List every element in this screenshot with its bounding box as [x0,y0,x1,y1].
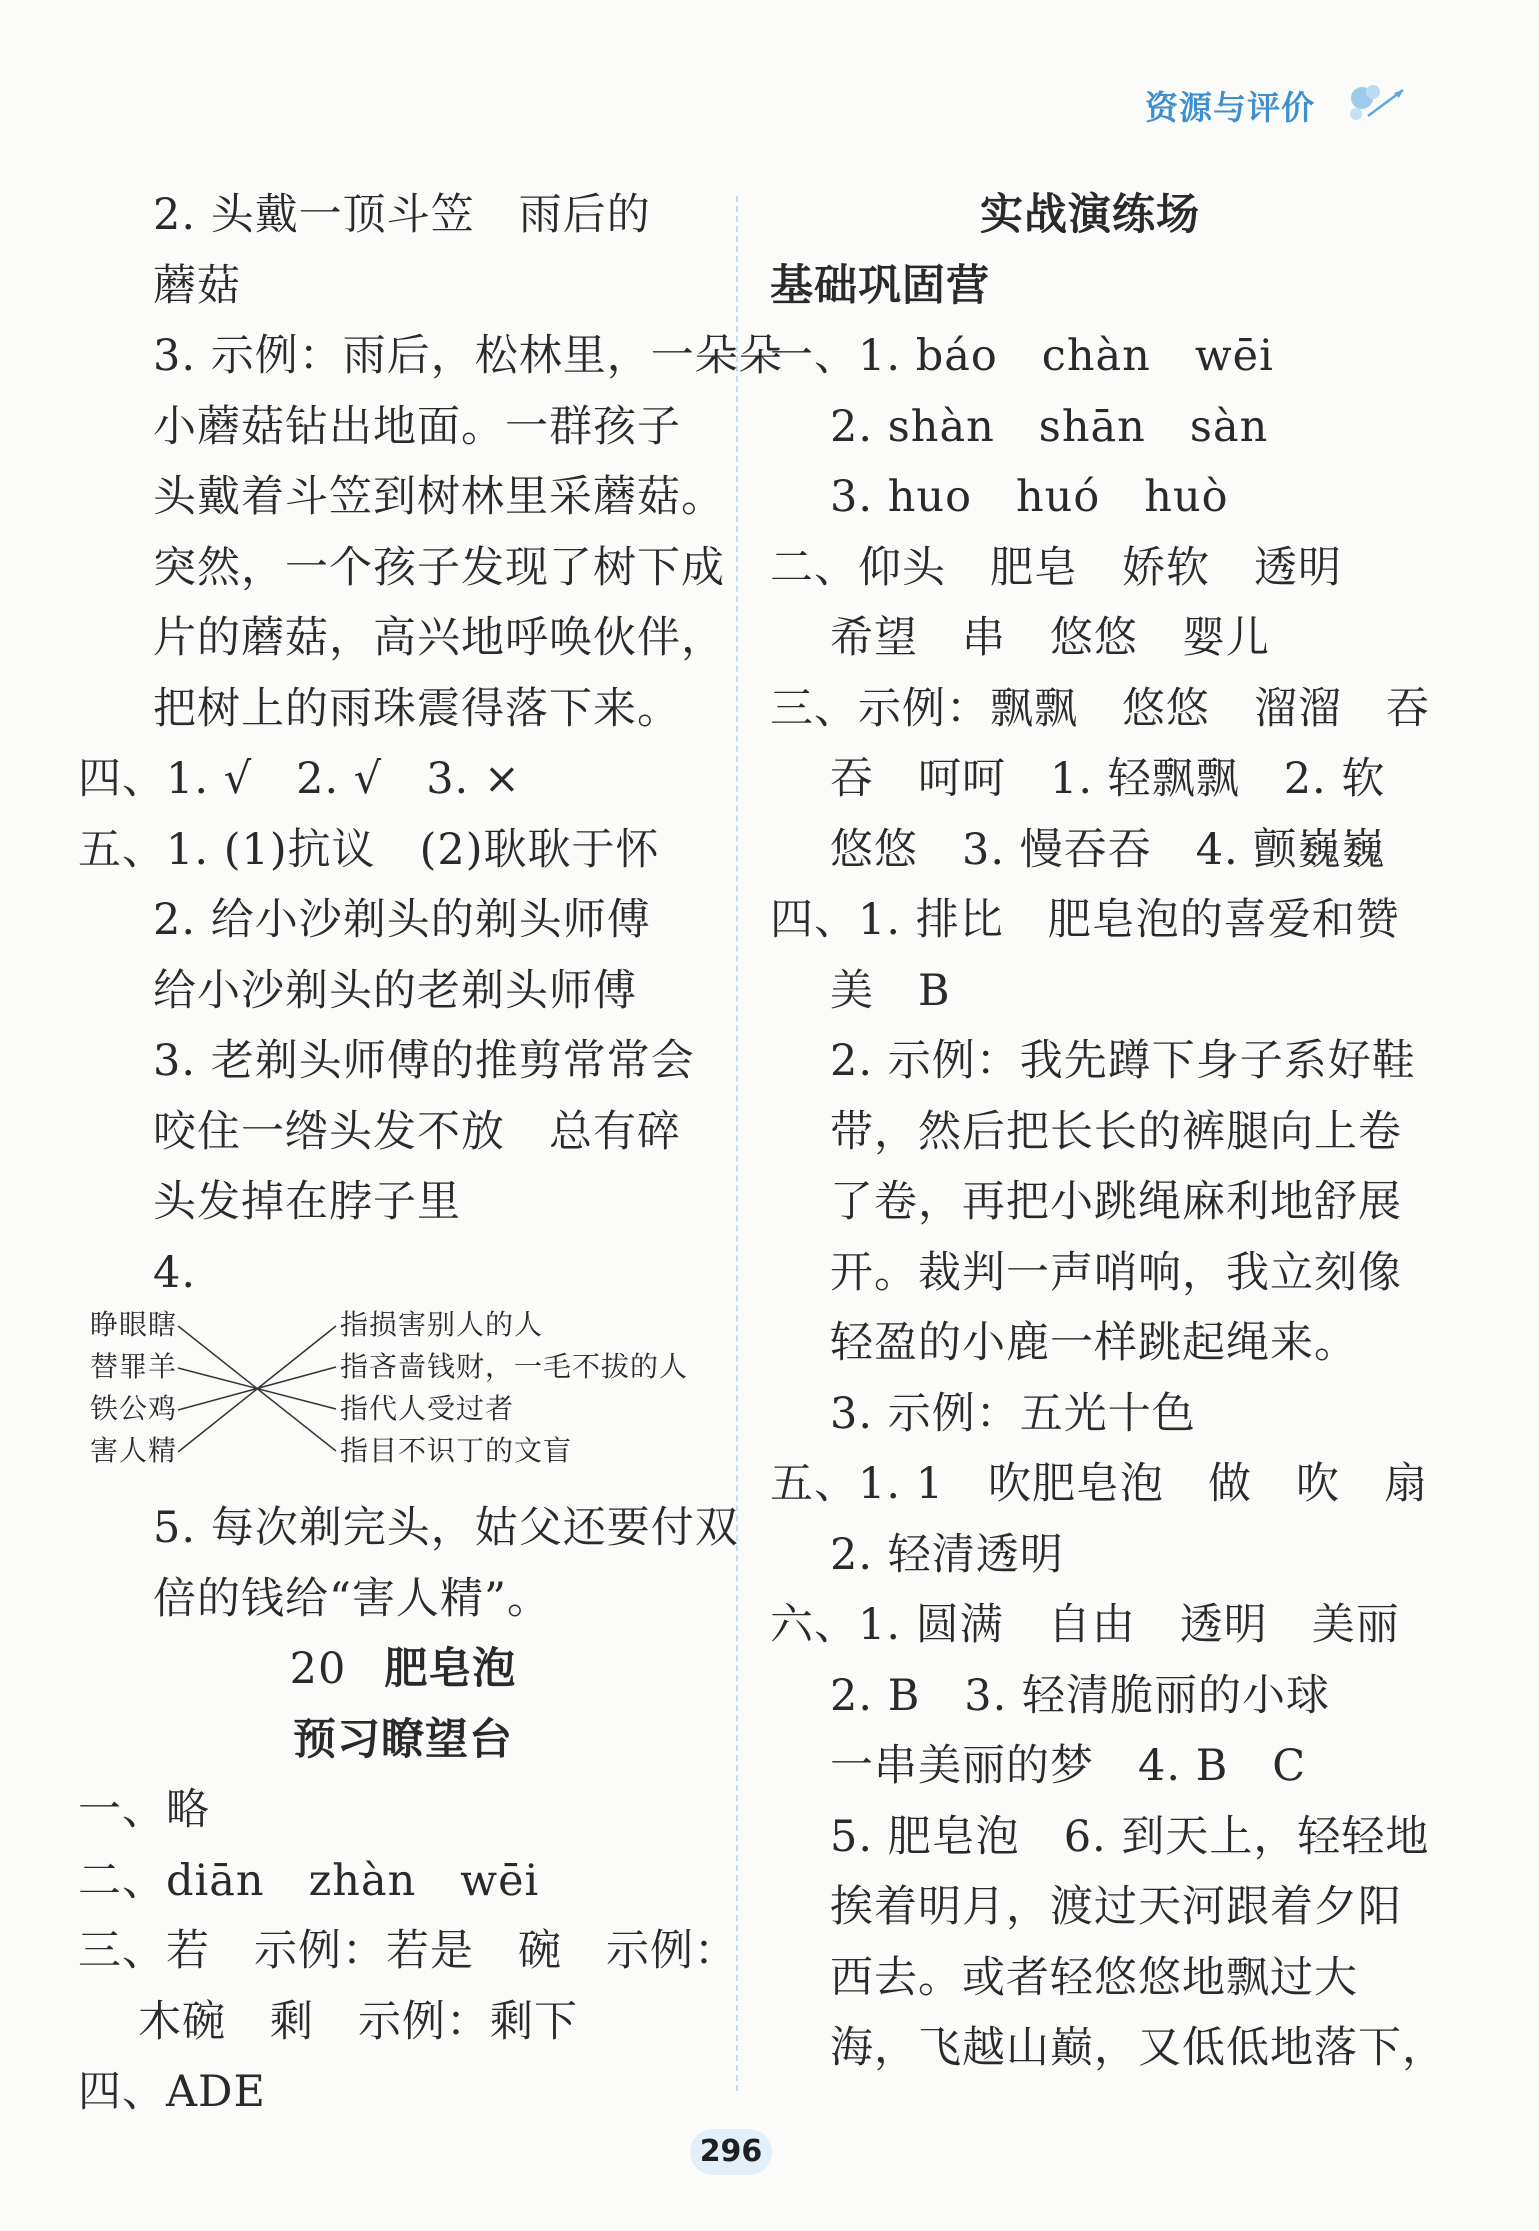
answer-line: 轻盈的小鹿一样跳起绳来。 [830,1318,1358,1368]
answer-line: 咬住一绺头发不放 总有碎 [153,1106,681,1157]
answer-line: 一、略 [78,1785,210,1835]
answer-line: 希望 串 悠悠 婴儿 [830,613,1270,663]
answer-line: 五、1. 1 吹肥皂泡 做 吹 扇 [770,1459,1429,1509]
answer-line: 了卷，再把小跳绳麻利地舒展 [830,1177,1402,1227]
answer-line: 四、1. √ 2. √ 3. × [78,754,521,804]
section-title: 预习瞭望台 [293,1714,513,1765]
answer-line: 开。裁判一声哨响，我立刻像 [830,1247,1402,1298]
match-right-item: 指吝啬钱财，一毛不拔的人 [340,1350,689,1383]
answer-line: 蘑菇 [153,260,241,311]
column-divider [736,196,738,2091]
answer-line: 一串美丽的梦 4. B C [830,1741,1307,1791]
answer-line: 倍的钱给“害人精”。 [153,1573,551,1624]
answer-line: 头戴着斗笠到树林里采蘑菇。 [153,472,725,522]
answer-line: 小蘑菇钻出地面。一群孩子 [153,401,681,452]
answer-line: 2. 轻清透明 [830,1529,1064,1580]
right-column [770,180,1446,2084]
answer-line: 二、diān zhàn wēi [78,1855,540,1906]
section-title: 实战演练场 [980,190,1200,240]
answer-line: 片的蘑菇，高兴地呼唤伙伴， [153,613,725,663]
answer-line: 美 B [830,965,951,1016]
answer-line: 突然，一个孩子发现了树下成 [153,542,725,593]
match-left-item: 替罪羊 [90,1350,178,1383]
answer-line: 西去。或者轻悠悠地飘过大 [830,1952,1358,2003]
answer-line: 四、1. 排比 肥皂泡的喜爱和赞 [770,895,1400,945]
answer-line: 5. 肥皂泡 6. 到天上，轻轻地 [830,1811,1430,1862]
answer-line: 三、示例：飘飘 悠悠 溜溜 吞 [770,683,1430,734]
answer-line: 五、1. (1)抗议 (2)耿耿于怀 [78,824,660,875]
answer-line: 2. shàn shān sàn [830,401,1269,452]
answer-line: 3. 示例：五光十色 [830,1388,1196,1439]
answer-line: 3. 老剃头师傅的推剪常常会 [153,1036,695,1086]
answer-line: 木碗 剩 示例：剩下 [138,1996,578,2047]
answer-line: 二、仰头 肥皂 娇软 透明 [770,542,1342,593]
answer-line: 悠悠 3. 慢吞吞 4. 颤巍巍 [830,824,1386,875]
match-left-item: 铁公鸡 [90,1392,178,1425]
match-right-item: 指目不识丁的文盲 [340,1434,573,1467]
match-right-item: 指损害别人的人 [340,1308,544,1341]
answer-line: 挨着明月，渡过天河跟着夕阳 [830,1882,1402,1932]
answer-line: 3. huo huó huò [830,472,1229,522]
lesson-name: 肥皂泡 [384,1644,517,1694]
answer-line: 2. 示例：我先蹲下身子系好鞋 [830,1036,1416,1086]
answer-line: 5. 每次剃完头，姑父还要付双 [153,1503,739,1553]
page-number: 296 [690,2129,772,2175]
match-left-item: 睁眼瞎 [90,1308,178,1341]
answer-line: 头发掉在脖子里 [153,1177,461,1227]
answer-line: 四、ADE [78,2067,266,2117]
subsection-title: 基础巩固营 [770,260,990,311]
answer-line: 三、若 示例：若是 碗 示例： [78,1926,738,1976]
match-left-item: 害人精 [90,1434,178,1467]
left-column [78,180,783,2128]
answer-line: 海，飞越山巅，又低低地落下， [830,2023,1446,2073]
answer-line: 2. B 3. 轻清脆丽的小球 [830,1670,1330,1721]
lesson-title [78,1634,728,1705]
answer-line: 吞 呵呵 1. 轻飘飘 2. 软 [830,754,1386,804]
answer-line: 给小沙剃头的老剃头师傅 [153,965,637,1016]
bubble-decoration-icon [1348,80,1410,132]
answer-line: 带，然后把长长的裤腿向上卷 [830,1106,1402,1157]
matching-diagram [78,1308,728,1493]
answer-line: 把树上的雨珠震得落下来。 [153,683,681,734]
lesson-number: 20 [289,1644,347,1694]
matching-lines [78,1308,728,1493]
answer-line: 一、1. báo chàn wēi [770,331,1274,381]
answer-line: 2. 给小沙剃头的剃头师傅 [153,895,651,945]
header-title: 资源与评价 [1145,88,1315,127]
answer-line: 3. 示例：雨后，松林里，一朵朵 [153,331,783,381]
answer-line: 2. 头戴一顶斗笠 雨后的 [153,190,651,240]
answer-line: 4. [153,1247,197,1298]
match-right-item: 指代人受过者 [340,1392,515,1425]
answer-line: 六、1. 圆满 自由 透明 美丽 [770,1600,1400,1650]
